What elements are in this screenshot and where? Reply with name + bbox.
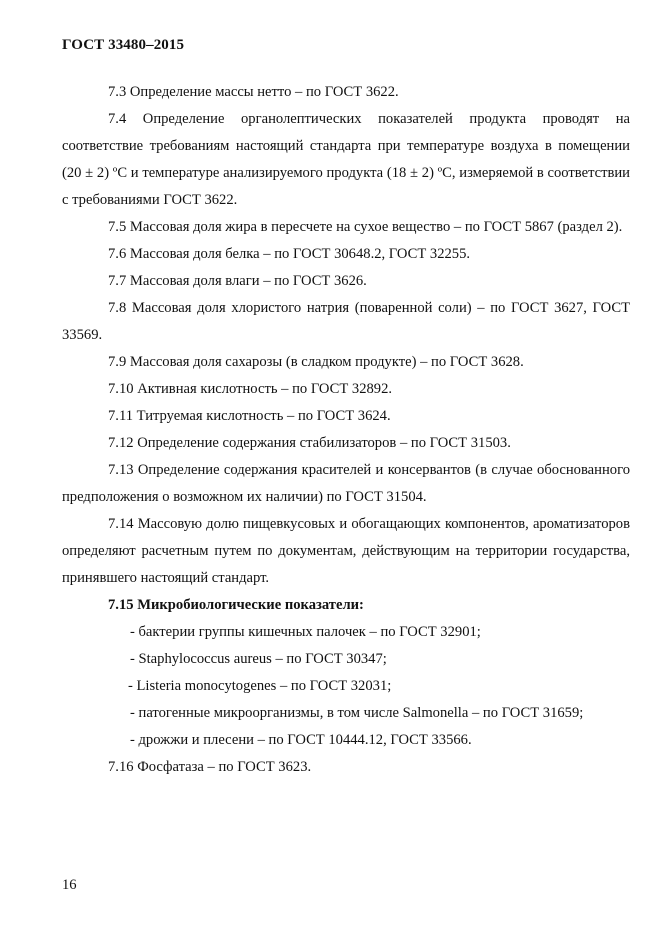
paragraph-7-11: 7.11 Титруемая кислотность – по ГОСТ 3624.	[108, 408, 391, 424]
list-item: - патогенные микроорганизмы, в том числе Salmonella – по ГОСТ 31659;	[130, 705, 584, 721]
list-item: - Listeria monocytogenes – по ГОСТ 32031;	[128, 678, 392, 694]
document-header: ГОСТ 33480–2015	[62, 37, 185, 53]
paragraph-7-12: 7.12 Определение содержания стабилизаторов – по ГОСТ 31503.	[108, 435, 511, 451]
list-item: - бактерии группы кишечных палочек – по ГОСТ 32901;	[130, 624, 481, 640]
page-number: 16	[62, 877, 77, 893]
paragraph-7-13: 7.13 Определение содержания красителей и консервантов (в случае обоснованного предположения о возможном их наличии) по ГОСТ 31504.	[62, 462, 630, 505]
paragraph-7-8: 7.8 Массовая доля хлористого натрия (поваренной соли) – по ГОСТ 3627, ГОСТ 33569.	[62, 300, 630, 343]
paragraph-7-10: 7.10 Активная кислотность – по ГОСТ 32892.	[108, 381, 393, 397]
document-body	[62, 79, 630, 781]
list-item: - дрожжи и плесени – по ГОСТ 10444.12, ГОСТ 33566.	[130, 732, 472, 748]
paragraph-7-6: 7.6 Массовая доля белка – по ГОСТ 30648.2, ГОСТ 32255.	[108, 246, 471, 262]
list-item: - Staphylococcus aureus – по ГОСТ 30347;	[130, 651, 387, 667]
paragraph-7-5: 7.5 Массовая доля жира в пересчете на сухое вещество – по ГОСТ 5867 (раздел 2).	[108, 219, 623, 235]
paragraph-7-14: 7.14 Массовую долю пищевкусовых и обогащающих компонентов, ароматизаторов определяют расчетным путем по документам, действующим на территории государства, принявшего настоящий стандарт.	[62, 516, 630, 586]
paragraph-7-7: 7.7 Массовая доля влаги – по ГОСТ 3626.	[108, 273, 367, 289]
paragraph-7-16: 7.16 Фосфатаза – по ГОСТ 3623.	[108, 759, 312, 775]
paragraph-7-4: 7.4 Определение органолептических показателей продукта проводят на соответствие требованиям настоящий стандарта при температуре воздуха в помещении (20 ± 2) ºС и температуре анализируемого продукта (18 ± 2) ºС, измеряемой в соответствии с требованиями ГОСТ 3622.	[62, 111, 630, 208]
paragraph-7-3: 7.3 Определение массы нетто – по ГОСТ 3622.	[108, 84, 399, 100]
section-7-15-heading: 7.15 Микробиологические показатели:	[108, 597, 364, 613]
paragraph-7-9: 7.9 Массовая доля сахарозы (в сладком продукте) – по ГОСТ 3628.	[108, 354, 524, 370]
